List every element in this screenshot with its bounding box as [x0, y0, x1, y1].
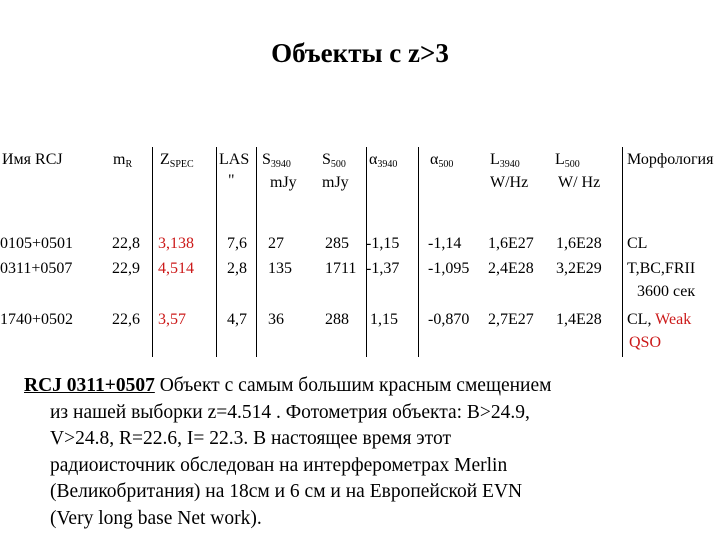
cell-morphology: T,BC,FRII: [627, 260, 696, 277]
cell-mr: 22,8: [112, 235, 140, 252]
header-mr: [113, 148, 132, 176]
header-l500-unit: W/ Hz: [558, 174, 601, 191]
column-divider: [256, 147, 257, 357]
paragraph-line-text: Объект с самым большим красным смещением: [154, 375, 552, 396]
header-las: LAS: [219, 151, 250, 168]
header-a3940-base: α: [369, 151, 378, 168]
header-s3940-base: S: [262, 151, 271, 168]
cell-s500: 288: [325, 311, 349, 328]
cell-a500: -1,095: [428, 260, 470, 277]
header-a500-base: α: [430, 151, 439, 168]
cell-a3940: -1,37: [366, 260, 400, 277]
cell-mr: 22,9: [112, 260, 140, 277]
header-zspec-base: Z: [160, 151, 170, 168]
header-s500-sub: 500: [330, 159, 346, 170]
paragraph-line: из нашей выборки z=4.514 . Фотометрия объекта: B>24.9,: [50, 401, 530, 423]
cell-s500: 285: [325, 235, 349, 252]
header-zspec: [160, 148, 194, 176]
cell-l500: 1,4E28: [556, 311, 602, 328]
cell-a3940: -1,15: [366, 235, 400, 252]
paragraph-line: V>24.8, R=22.6, I= 22.3. В настоящее время этот: [50, 428, 451, 450]
header-l500-base: L: [555, 151, 565, 168]
column-divider: [152, 147, 153, 357]
cell-morphology-note: 3600 сек: [637, 283, 696, 300]
cell-l3940: 2,7E27: [488, 311, 534, 328]
cell-s3940: 36: [268, 311, 284, 328]
cell-name: 0105+0501: [0, 235, 74, 252]
cell-l3940: 1,6E27: [488, 235, 534, 252]
header-a500: [430, 148, 453, 176]
header-a3940-sub: 3940: [377, 159, 398, 170]
header-name: Имя RCJ: [2, 151, 63, 168]
paragraph-line: [24, 373, 720, 400]
header-l3940-sub: 3940: [499, 159, 520, 170]
cell-las: 4,7: [227, 311, 247, 328]
cell-las: 2,8: [227, 260, 247, 277]
cell-l500: 3,2E29: [556, 260, 602, 277]
header-s3940-sub: 3940: [270, 159, 291, 170]
description-paragraph: [24, 373, 720, 533]
header-s3940-unit: mJy: [270, 174, 297, 191]
header-s500-base: S: [322, 151, 331, 168]
cell-name: 0311+0507: [0, 260, 73, 277]
cell-z: 3,57: [158, 311, 186, 328]
column-divider: [418, 147, 419, 357]
header-l3940-base: L: [490, 151, 500, 168]
cell-morphology: CL: [627, 235, 648, 252]
header-a500-sub: 500: [438, 159, 454, 170]
cell-morphology-class: CL,: [627, 311, 652, 328]
cell-name: 1740+0502: [0, 311, 74, 328]
cell-a500: -1,14: [428, 235, 462, 252]
header-morphology: Морфология: [627, 151, 714, 168]
column-divider: [216, 147, 217, 357]
cell-l500: 1,6E28: [556, 235, 602, 252]
cell-s3940: 135: [268, 260, 292, 277]
cell-morphology: [627, 308, 691, 331]
page-title: Объекты с z>3: [271, 38, 449, 68]
cell-morphology-weak: Weak: [655, 311, 692, 328]
cell-a500: -0,870: [428, 311, 470, 328]
source-name: RCJ 0311+0507: [24, 375, 155, 396]
cell-s3940: 27: [268, 235, 284, 252]
paragraph-line: (Very long base Net work).: [50, 507, 262, 529]
column-divider: [622, 147, 623, 357]
cell-mr: 22,6: [112, 311, 140, 328]
cell-a3940: 1,15: [370, 311, 398, 328]
cell-las: 7,6: [227, 235, 247, 252]
header-l500-sub: 500: [564, 159, 580, 170]
header-a3940: [369, 148, 397, 176]
header-las-unit: ": [228, 172, 235, 189]
cell-z: 4,514: [158, 260, 194, 277]
header-mr-sub: R: [125, 159, 133, 170]
cell-morphology-qso: QSO: [629, 334, 662, 351]
header-l3940-unit: W/Hz: [490, 174, 529, 191]
cell-z: 3,138: [158, 235, 194, 252]
paragraph-line: (Великобритания) на 18см и 6 см и на Европейской EVN: [50, 481, 523, 503]
header-zspec-sub: SPEC: [169, 159, 194, 170]
cell-s500: 1711: [325, 260, 357, 277]
header-mr-base: m: [113, 151, 126, 168]
cell-l3940: 2,4E28: [488, 260, 534, 277]
header-s500-unit: mJy: [322, 174, 349, 191]
paragraph-line: радиоисточник обследован на интерферометрах Merlin: [50, 454, 508, 476]
